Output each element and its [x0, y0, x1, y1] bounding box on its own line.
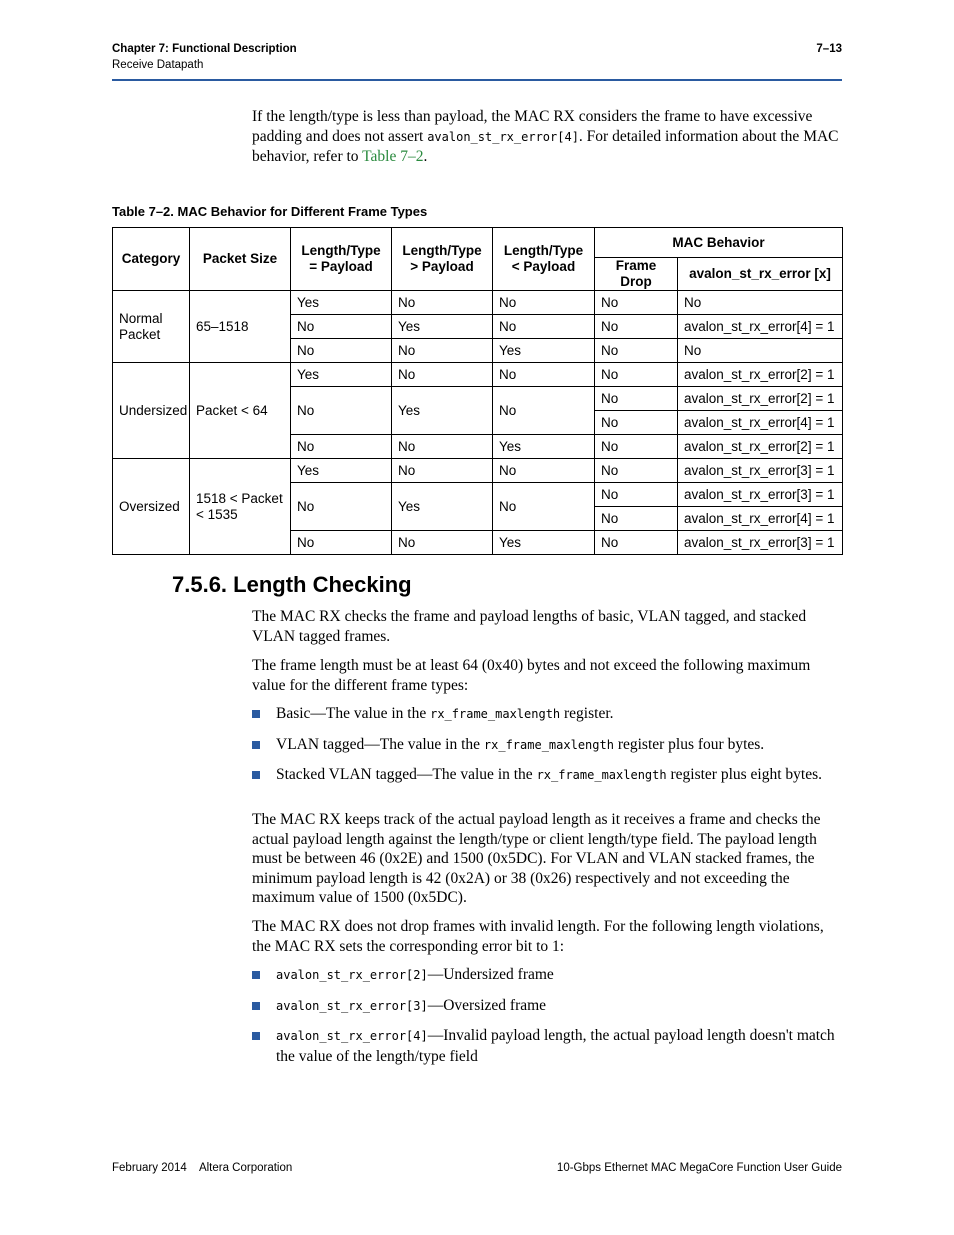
list-item [252, 996, 842, 1017]
bullet-text-end: register. [560, 705, 614, 722]
max-length-list [252, 704, 842, 786]
cell-length-type-lt: No [493, 291, 595, 315]
list-item [252, 704, 842, 725]
bullet-code: rx_frame_maxlength [430, 707, 561, 721]
header-mac-behavior: MAC Behavior [595, 228, 843, 258]
table-row [113, 291, 843, 315]
mac-behavior-table [112, 227, 843, 555]
bullet-text: —Undersized frame [427, 966, 554, 983]
cell-length-type-lt: No [493, 387, 595, 435]
bullet-code: avalon_st_rx_error[3] [276, 998, 428, 1013]
footer-date-company: February 2014 Altera Corporation [112, 1162, 293, 1174]
chapter-title: Chapter 7: Functional Description [112, 43, 297, 55]
cell-length-type-eq: No [291, 483, 392, 531]
intro-text-2: . For detailed information about the MAC behavior, refer to [252, 127, 839, 165]
cell-length-type-lt: Yes [493, 339, 595, 363]
cell-category: Undersized [113, 363, 190, 459]
bullet-text: VLAN tagged—The value in the [276, 735, 484, 753]
bullet-code: avalon_st_rx_error[2] [276, 968, 428, 982]
page-header [112, 43, 842, 81]
header-category: Category [113, 228, 190, 291]
cell-rx-error: avalon_st_rx_error[3] = 1 [678, 459, 843, 483]
bullet-code: rx_frame_maxlength [483, 737, 614, 752]
cell-frame-drop: No [595, 315, 678, 339]
cell-frame-drop: No [595, 435, 678, 459]
list-item [252, 735, 842, 756]
cell-length-type-eq: Yes [291, 363, 392, 387]
cell-category: Normal Packet [113, 291, 190, 363]
cell-rx-error: avalon_st_rx_error[4] = 1 [678, 507, 843, 531]
cell-rx-error: avalon_st_rx_error[2] = 1 [678, 435, 843, 459]
cell-rx-error: avalon_st_rx_error[2] = 1 [678, 387, 843, 411]
header-packet-size: Packet Size [190, 228, 291, 291]
cell-length-type-gt: No [392, 459, 493, 483]
bullet-text-end: register plus four bytes. [613, 735, 765, 753]
bullet-text: Basic—The value in the [276, 705, 431, 722]
bullet-square-icon [252, 971, 260, 979]
bullet-text: —Invalid payload length, the actual payload length doesn't match the value of the length/type field [276, 1027, 835, 1065]
cell-rx-error: No [678, 291, 843, 315]
cell-frame-drop: No [595, 459, 678, 483]
cell-length-type-gt: Yes [392, 387, 493, 435]
header-length-type-greater: Length/Type > Payload [392, 228, 493, 291]
paragraph-2: The frame length must be at least 64 (0x40) bytes and not exceed the following maximum value for the different frame types: [252, 657, 811, 694]
cell-length-type-lt: No [493, 459, 595, 483]
intro-text: If the length/type is less than payload, the MAC RX considers the frame to have excessive padding and does not assert [252, 108, 813, 145]
cell-length-type-gt: No [392, 531, 493, 555]
table-caption: Table 7–2. MAC Behavior for Different Frame Types [112, 204, 428, 219]
header-length-type-less: Length/Type < Payload [493, 228, 595, 291]
cell-length-type-lt: No [493, 315, 595, 339]
table-link[interactable]: Table 7–2 [362, 148, 424, 165]
cell-rx-error: avalon_st_rx_error[3] = 1 [678, 531, 843, 555]
table-body [113, 291, 843, 555]
cell-length-type-eq: No [291, 315, 392, 339]
cell-rx-error: avalon_st_rx_error[3] = 1 [678, 483, 843, 507]
page-number: 7–13 [816, 43, 842, 55]
cell-length-type-gt: Yes [392, 315, 493, 339]
bullet-square-icon [252, 771, 260, 779]
bullet-text: Stacked VLAN tagged—The value in the [276, 766, 537, 783]
bullet-code: avalon_st_rx_error[4] [276, 1029, 428, 1043]
bullet-text-end: register plus eight bytes. [666, 766, 823, 783]
cell-length-type-lt: No [493, 363, 595, 387]
cell-frame-drop: No [595, 531, 678, 555]
table-row [113, 459, 843, 483]
table-row [113, 363, 843, 387]
cell-frame-drop: No [595, 387, 678, 411]
intro-paragraph [252, 107, 842, 167]
section-heading: 7.5.6. Length Checking [172, 572, 412, 597]
cell-frame-drop: No [595, 411, 678, 435]
cell-length-type-gt: No [392, 363, 493, 387]
cell-length-type-gt: Yes [392, 483, 493, 531]
bullet-text: —Oversized frame [427, 996, 547, 1014]
cell-rx-error: avalon_st_rx_error[4] = 1 [678, 315, 843, 339]
bullet-code: rx_frame_maxlength [536, 768, 667, 782]
bullet-square-icon [252, 741, 260, 749]
list-item [252, 765, 842, 786]
paragraph-4: The MAC RX does not drop frames with invalid length. For the following length violations, the MAC RX sets the corresponding error bit to 1: [252, 918, 824, 955]
cell-length-type-eq: No [291, 387, 392, 435]
cell-length-type-lt: Yes [493, 531, 595, 555]
cell-length-type-lt: Yes [493, 435, 595, 459]
cell-length-type-eq: No [291, 339, 392, 363]
paragraph-1: The MAC RX checks the frame and payload lengths of basic, VLAN tagged, and stacked VLAN tagged frames. [252, 608, 807, 645]
cell-packet-size: 65–1518 [190, 291, 291, 363]
cell-rx-error: No [678, 339, 843, 363]
cell-packet-size: 1518 < Packet < 1535 [190, 459, 291, 555]
cell-length-type-gt: No [392, 339, 493, 363]
cell-frame-drop: No [595, 363, 678, 387]
section-name: Receive Datapath [112, 59, 204, 71]
cell-packet-size: Packet < 64 [190, 363, 291, 459]
bullet-square-icon [252, 1032, 260, 1040]
list-item [252, 1026, 842, 1066]
list-item [252, 965, 842, 986]
cell-frame-drop: No [595, 291, 678, 315]
footer-guide-title: 10-Gbps Ethernet MAC MegaCore Function User Guide [556, 1162, 842, 1174]
cell-length-type-gt: No [392, 435, 493, 459]
cell-length-type-eq: Yes [291, 459, 392, 483]
cell-length-type-eq: No [291, 531, 392, 555]
cell-length-type-gt: No [392, 291, 493, 315]
cell-length-type-lt: No [493, 483, 595, 531]
cell-frame-drop: No [595, 339, 678, 363]
cell-category: Oversized [113, 459, 190, 555]
cell-frame-drop: No [595, 483, 678, 507]
cell-length-type-eq: Yes [291, 291, 392, 315]
cell-rx-error: avalon_st_rx_error[2] = 1 [678, 363, 843, 387]
error-bit-list [252, 965, 842, 1066]
intro-code: avalon_st_rx_error[4] [427, 129, 579, 144]
header-frame-drop: Frame Drop [595, 258, 678, 291]
paragraph-3: The MAC RX keeps track of the actual payload length as it receives a frame and checks the actual payload length against the length/type or client length/type field. The payload length must be between 46 (0x2E) and 1500 (0x5DC). For VLAN and VLAN stacked frames, the minimum payload length is 42 (0x2A) or 38 (0x26) respectively and not exceeding the maximum value of 1500 (0x5DC). [252, 811, 821, 906]
intro-text-3: . [423, 148, 428, 165]
cell-length-type-eq: No [291, 435, 392, 459]
cell-frame-drop: No [595, 507, 678, 531]
bullet-square-icon [252, 710, 260, 718]
cell-rx-error: avalon_st_rx_error[4] = 1 [678, 411, 843, 435]
bullet-square-icon [252, 1002, 260, 1010]
header-rx-error: avalon_st_rx_error [x] [678, 258, 843, 291]
header-length-type-equal: Length/Type = Payload [291, 228, 392, 291]
